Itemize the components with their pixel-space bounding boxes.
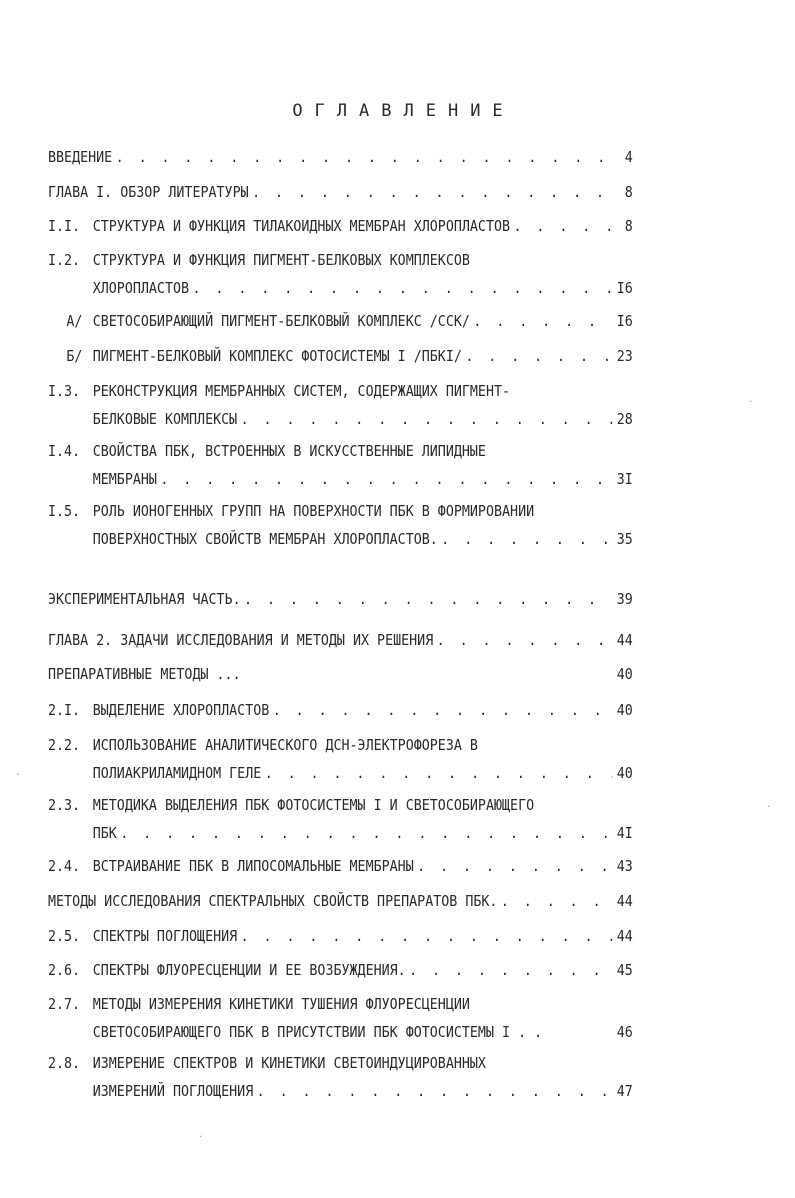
- entry-text: МЕТОДЫ ИССЛЕДОВАНИЯ СПЕКТРАЛЬНЫХ СВОЙСТВ ПРЕПАРАТОВ ПБК.: [48, 892, 498, 910]
- entry-page: 46: [616, 1023, 633, 1041]
- entry-text: СПЕКТРЫ ФЛУОРЕСЦЕНЦИИ И ЕЕ ВОЗБУЖДЕНИЯ.: [92, 961, 406, 979]
- entry-number: 2.7.: [48, 995, 81, 1013]
- leader-dots: [116, 143, 613, 171]
- entry-text-continued: ПОЛИАКРИЛАМИДНОМ ГЕЛЕ: [92, 764, 262, 782]
- entry-number: 2.I.: [48, 701, 81, 719]
- entry-text: ПИГМЕНТ-БЕЛКОВЫЙ КОМПЛЕКС ФОТОСИСТЕМЫ I /ПБКI/: [92, 347, 462, 365]
- toc-entry-1-2-a: [48, 307, 633, 335]
- entry-text: ПРЕПАРАТИВНЫЕ МЕТОДЫ ...: [48, 665, 241, 683]
- entry-number: I.2.: [48, 251, 81, 269]
- entry-text-continued: ПОВЕРХНОСТНЫХ СВОЙСТВ МЕМБРАН ХЛОРОПЛАСТОВ.: [92, 530, 438, 548]
- entry-text: ВСТРАИВАНИЕ ПБК В ЛИПОСОМАЛЬНЫЕ МЕМБРАНЫ: [92, 857, 414, 875]
- toc-entry-1-3: [48, 377, 633, 433]
- entry-number: А/: [66, 312, 83, 330]
- entry-page: I6: [616, 279, 633, 297]
- entry-text-continued: СВЕТОСОБИРАЮЩЕГО ПБК В ПРИСУТСТВИИ ПБК ФОТОСИСТЕМЫ I . .: [92, 1023, 543, 1041]
- leader-dots: [192, 274, 612, 302]
- entry-text: СПЕКТРЫ ПОГЛОЩЕНИЯ: [92, 927, 238, 945]
- entry-page: 39: [616, 590, 633, 608]
- scan-speck: .: [15, 768, 21, 778]
- leader-dots: [409, 956, 612, 984]
- toc-entry-1-2-b: [48, 342, 633, 370]
- leader-dots: [441, 525, 612, 553]
- entry-number: I.5.: [48, 502, 81, 520]
- entry-number: 2.6.: [48, 961, 81, 979]
- entry-text: ГЛАВА I. ОБЗОР ЛИТЕРАТУРЫ: [48, 183, 249, 201]
- entry-page: 44: [616, 631, 633, 649]
- entry-number: I.4.: [48, 442, 81, 460]
- entry-text: ЭКСПЕРИМЕНТАЛЬНАЯ ЧАСТЬ.: [48, 590, 241, 608]
- entry-text-continued: БЕЛКОВЫЕ КОМПЛЕКСЫ: [92, 410, 238, 428]
- entry-page: 45: [616, 961, 633, 979]
- entry-number: 2.2.: [48, 736, 81, 754]
- toc-entry-2-7: [48, 990, 633, 1046]
- entry-number: 2.5.: [48, 927, 81, 945]
- entry-page: 35: [616, 530, 633, 548]
- entry-text: СВЕТОСОБИРАЮЩИЙ ПИГМЕНТ-БЕЛКОВЫЙ КОМПЛЕКС /ССК/: [92, 312, 470, 330]
- entry-page: I6: [616, 312, 633, 330]
- toc-entry-1-4: [48, 437, 633, 493]
- entry-text: РЕКОНСТРУКЦИЯ МЕМБРАННЫХ СИСТЕМ, СОДЕРЖАЩИХ ПИГМЕНТ-: [92, 382, 511, 400]
- entry-text: ИЗМЕРЕНИЕ СПЕКТРОВ И КИНЕТИКИ СВЕТОИНДУЦИРОВАННЫХ: [92, 1054, 486, 1072]
- entry-page: 40: [616, 665, 633, 683]
- entry-page: 40: [616, 701, 633, 719]
- entry-text: СТРУКТУРА И ФУНКЦИЯ ПИГМЕНТ-БЕЛКОВЫХ КОМПЛЕКСОВ: [92, 251, 470, 269]
- toc-entry-2-6: [48, 956, 633, 984]
- toc-entry-2-4: [48, 852, 633, 880]
- entry-text: ВЫДЕЛЕНИЕ ХЛОРОПЛАСТОВ: [92, 701, 270, 719]
- scan-speck: .: [766, 800, 772, 810]
- entry-text: СВОЙСТВА ПБК, ВСТРОЕННЫХ В ИСКУССТВЕННЫЕ ЛИПИДНЫЕ: [92, 442, 486, 460]
- toc-entry-chapter-2: [48, 626, 633, 654]
- entry-number: I.3.: [48, 382, 81, 400]
- entry-text-continued: МЕМБРАНЫ: [92, 470, 157, 488]
- leader-dots: [160, 465, 612, 493]
- entry-text: ВВЕДЕНИЕ: [48, 148, 113, 166]
- toc-entry-experimental: [48, 585, 633, 613]
- entry-text: РОЛЬ ИОНОГЕННЫХ ГРУПП НА ПОВЕРХНОСТИ ПБК В ФОРМИРОВАНИИ: [92, 502, 535, 520]
- entry-page: 8: [624, 183, 633, 201]
- entry-text: СТРУКТУРА И ФУНКЦИЯ ТИЛАКОИДНЫХ МЕМБРАН ХЛОРОПЛАСТОВ: [92, 217, 511, 235]
- entry-page: 23: [616, 347, 633, 365]
- toc-entry-2-2: [48, 731, 633, 787]
- entry-text: МЕТОДЫ ИЗМЕРЕНИЯ КИНЕТИКИ ТУШЕНИЯ ФЛУОРЕСЦЕНЦИИ: [92, 995, 470, 1013]
- entry-page: 4: [624, 148, 633, 166]
- page-title: ОГЛАВЛЕНИЕ: [292, 101, 515, 121]
- leader-dots: [241, 922, 613, 950]
- entry-page: 43: [616, 857, 633, 875]
- entry-text: ИСПОЛЬЗОВАНИЕ АНАЛИТИЧЕСКОГО ДСН-ЭЛЕКТРОФОРЕЗА В: [92, 736, 478, 754]
- toc-entry-2-1: [48, 696, 633, 724]
- leader-dots: [244, 585, 612, 613]
- toc-entry-1-1: [48, 212, 633, 240]
- toc-entry-spectral-methods: [48, 887, 633, 915]
- entry-text-continued: ХЛОРОПЛАСТОВ: [92, 279, 190, 297]
- entry-page: 44: [616, 892, 633, 910]
- entry-page: 40: [616, 764, 633, 782]
- toc-entry-1-2: [48, 246, 633, 302]
- leader-dots: [265, 759, 612, 787]
- leader-dots: [241, 405, 613, 433]
- entry-page: 28: [616, 410, 633, 428]
- toc-entry-2-8: [48, 1049, 633, 1105]
- entry-text-continued: ПБК: [92, 824, 117, 842]
- entry-page: 47: [616, 1082, 633, 1100]
- toc-entry-2-5: [48, 922, 633, 950]
- leader-dots: [465, 342, 612, 370]
- toc-entry-1-5: [48, 497, 633, 553]
- toc-entry-2-3: [48, 791, 633, 847]
- entry-number: 2.3.: [48, 796, 81, 814]
- entry-text: МЕТОДИКА ВЫДЕЛЕНИЯ ПБК ФОТОСИСТЕМЫ I И СВЕТОСОБИРАЮЩЕГО: [92, 796, 535, 814]
- entry-number: 2.4.: [48, 857, 81, 875]
- entry-text: ГЛАВА 2. ЗАДАЧИ ИССЛЕДОВАНИЯ И МЕТОДЫ ИХ РЕШЕНИЯ: [48, 631, 434, 649]
- leader-dots: [417, 852, 612, 880]
- entry-number: 2.8.: [48, 1054, 81, 1072]
- leader-dots: [513, 212, 612, 240]
- leader-dots: [437, 626, 612, 654]
- entry-page: 8: [624, 217, 633, 235]
- entry-page: 44: [616, 927, 633, 945]
- leader-dots: [257, 1077, 612, 1105]
- entry-text-continued: ИЗМЕРЕНИЙ ПОГЛОЩЕНИЯ: [92, 1082, 254, 1100]
- leader-dots: [501, 887, 612, 915]
- toc-entry-chapter-1: [48, 178, 633, 206]
- scan-speck: .: [198, 1130, 204, 1140]
- entry-page: 4I: [616, 824, 633, 842]
- entry-page: 3I: [616, 470, 633, 488]
- leader-dots: [252, 178, 612, 206]
- entry-number: Б/: [66, 347, 83, 365]
- toc-entry-preparative-methods: [48, 660, 633, 688]
- leader-dots: [120, 819, 612, 847]
- entry-number: I.I.: [48, 217, 81, 235]
- scan-speck: .: [748, 395, 754, 405]
- leader-dots: [273, 696, 612, 724]
- leader-dots: [473, 307, 612, 335]
- toc-entry-introduction: [48, 143, 633, 171]
